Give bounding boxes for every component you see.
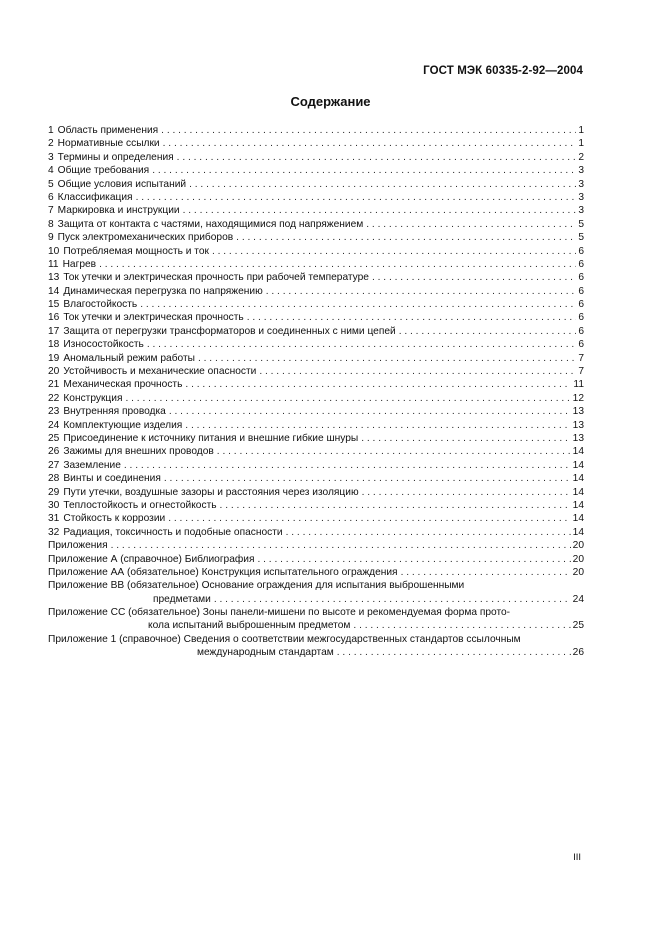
toc-entry-annex-cc[interactable] [48,606,584,619]
toc-entry-text: Радиация, токсичность и подобные опасности [63,526,283,538]
toc-entry[interactable] [48,218,584,231]
toc-leader [111,539,571,552]
toc-leader [125,392,570,405]
toc-entry-number: 24 [48,419,60,431]
toc-entry-page: 26 [572,647,584,659]
toc-leader [152,164,576,177]
toc-entry[interactable] [48,512,584,525]
toc-entry[interactable] [48,124,584,137]
toc-entry-text: Общие условия испытаний [57,178,187,190]
toc-entry-number: 1 [48,125,54,136]
toc-entry-annex-1[interactable] [48,633,584,646]
toc-entry[interactable] [48,365,584,378]
toc-entry-number: 30 [48,499,60,511]
toc-entry[interactable] [48,258,584,271]
toc-leader [217,445,571,458]
toc-leader [168,512,570,525]
toc-leader [177,151,577,164]
toc-entry-text: Маркировка и инструкции [57,205,180,217]
page-number: III [573,852,581,863]
toc-entry-page: 13 [572,419,584,431]
toc-entry-page: 6 [578,245,584,257]
toc-leader [140,298,576,311]
toc-entry-text: Ток утечки и электрическая прочность [63,312,244,324]
toc-leader [220,499,571,512]
toc-leader [266,285,577,298]
toc-entry-text: Нормативные ссылки [57,138,160,150]
toc-entry-page: 7 [578,352,584,364]
toc-entry[interactable] [48,445,584,458]
document-code: ГОСТ МЭК 60335-2-92—2004 [423,65,583,77]
toc-entry[interactable] [48,151,584,164]
toc-leader [337,646,571,659]
toc-entry-number: 27 [48,459,60,471]
toc-leader [257,553,570,566]
toc-entry-text: Конструкция [63,392,123,404]
toc-entry-text: Пуск электромеханических приборов [57,232,234,244]
toc-leader [136,191,577,204]
toc-entry-text: Внутренняя проводка [63,406,166,418]
toc-leader [286,526,571,539]
toc-leader [198,352,576,365]
toc-entry-text: Ток утечки и электрическая прочность при рабочей температуре [63,272,369,284]
toc-entry-annex-aa[interactable] [48,566,584,579]
toc-leader [247,311,577,324]
toc-entry[interactable] [48,486,584,499]
toc-entry-text: Область применения [57,125,159,136]
toc-entry-annex-bb[interactable] [48,579,584,592]
toc-entry-page: 1 [578,125,584,136]
toc-entry-text: Приложение А (справочное) Библиография [48,553,255,565]
toc-leader [362,486,571,499]
toc-entry-number: 10 [48,245,60,257]
toc-entry-page: 11 [573,379,584,391]
toc-leader [399,325,577,338]
toc-entry[interactable] [48,338,584,351]
toc-entry-page: 6 [578,312,584,324]
table-of-contents [48,124,584,660]
toc-entry-text: Приложение 1 (справочное) Сведения о соответствии межгосударственных стандартов ссылочным [48,633,521,645]
toc-entry-page: 6 [578,299,584,311]
toc-entry-number: 13 [48,272,60,284]
toc-entry-number: 23 [48,406,60,418]
toc-entry-text: Потребляемая мощность и ток [63,245,209,257]
toc-leader [353,619,570,632]
toc-entry-text: Защита от перегрузки трансформаторов и соединенных с ними цепей [63,325,396,337]
toc-leader [212,245,576,258]
toc-entry-page: 6 [578,285,584,297]
toc-entry-number: 7 [48,205,54,217]
toc-entry-page: 14 [572,486,584,498]
toc-entry-number: 14 [48,285,60,297]
toc-entry[interactable] [48,472,584,485]
toc-entry-page: 12 [572,392,584,404]
toc-entry-page: 24 [572,593,584,605]
toc-leader [183,204,577,217]
toc-entry-page: 6 [578,272,584,284]
toc-entry-page: 1 [578,138,584,150]
toc-entry-page: 20 [572,540,584,552]
toc-leader [366,218,576,231]
toc-entry-number: 5 [48,178,54,190]
toc-entry-number: 29 [48,486,60,498]
toc-entry-text: Нагрев [62,258,97,270]
toc-leader [124,459,571,472]
toc-entry[interactable] [48,271,584,284]
toc-entry-page: 3 [578,191,584,203]
toc-entry-text: Устойчивость и механические опасности [63,366,257,378]
toc-entry[interactable] [48,245,584,258]
toc-entry-text: кола испытаний выброшенным предметом [148,620,351,632]
toc-entry-page: 13 [572,406,584,418]
toc-entry-number: 21 [48,379,60,391]
toc-entry-page: 14 [572,459,584,471]
toc-entry[interactable] [48,432,584,445]
toc-entry[interactable] [48,419,584,432]
toc-leader [401,566,571,579]
toc-entry-annex-bb-cont[interactable] [48,593,584,606]
toc-leader [185,419,570,432]
toc-entry-text: Теплостойкость и огнестойкость [63,499,217,511]
toc-leader [169,405,571,418]
toc-leader [147,338,577,351]
toc-entry-number: 15 [48,299,60,311]
toc-entry-page: 3 [578,165,584,177]
toc-entry-text: Механическая прочность [63,379,183,391]
toc-entry-page: 20 [572,553,584,565]
toc-entry-text: Приложения [48,540,108,552]
toc-entry-text: Динамическая перегрузка по напряжению [63,285,263,297]
toc-entry-number: 8 [48,218,54,230]
toc-entry-text: Присоединение к источнику питания и внешние гибкие шнуры [63,432,359,444]
toc-entry-text: международным стандартам [197,647,334,659]
toc-entry-text: Аномальный режим работы [63,352,195,364]
toc-entry[interactable] [48,392,584,405]
toc-entry[interactable] [48,285,584,298]
toc-entry[interactable] [48,325,584,338]
toc-entry-text: Приложение ВВ (обязательное) Основание ограждения для испытания выброшенными [48,580,465,592]
toc-entry-page: 20 [572,566,584,578]
toc-leader [163,137,577,150]
toc-entry-page: 6 [578,325,584,337]
toc-entry-text: Заземление [63,459,121,471]
toc-entry-text: Зажимы для внешних проводов [63,446,214,458]
toc-entry[interactable] [48,378,584,391]
toc-entry-number: 22 [48,392,60,404]
toc-entry-text: Пути утечки, воздушные зазоры и расстояния через изоляцию [63,486,359,498]
toc-entry-page: 6 [578,258,584,270]
toc-entry-page: 5 [578,218,584,230]
toc-entry-number: 28 [48,473,60,485]
toc-entry[interactable] [48,311,584,324]
toc-entry-text: Износостойкость [63,339,144,351]
toc-entry-page: 6 [578,339,584,351]
toc-leader [164,472,571,485]
toc-entry-page: 14 [572,473,584,485]
toc-entry-annex-1-cont[interactable] [48,646,584,659]
toc-entry[interactable] [48,499,584,512]
toc-entry[interactable] [48,459,584,472]
toc-entry[interactable] [48,298,584,311]
toc-entry-text: Влагостойкость [63,299,138,311]
toc-entry-number: 11 [48,258,59,270]
toc-entry-page: 14 [572,446,584,458]
toc-entry-text: Термины и определения [57,151,174,163]
toc-title: Содержание [290,94,371,109]
toc-leader [189,178,576,191]
toc-entry-text: Винты и соединения [63,473,161,485]
toc-entry-annex-cc-cont[interactable] [48,619,584,632]
toc-entry-text: Комплектующие изделия [63,419,183,431]
toc-entry-number: 19 [48,352,60,364]
toc-leader [185,378,571,391]
toc-entry[interactable] [48,191,584,204]
toc-entry-page: 14 [572,526,584,538]
toc-entry-number: 16 [48,312,60,324]
toc-entry-page: 5 [578,232,584,244]
toc-entry-page: 2 [578,151,584,163]
toc-entry-number: 2 [48,138,54,150]
toc-entry[interactable] [48,405,584,418]
toc-entry-text: Классификация [57,191,133,203]
toc-entry[interactable] [48,164,584,177]
toc-entry[interactable] [48,352,584,365]
toc-entry-number: 9 [48,232,54,244]
toc-entry-number: 17 [48,325,60,337]
toc-entry-page: 13 [572,432,584,444]
toc-entry-number: 3 [48,151,54,163]
toc-entry-number: 4 [48,165,54,177]
toc-leader [372,271,576,284]
toc-entry-number: 31 [48,513,60,525]
toc-entry-text: Приложение АА (обязательное) Конструкция испытательного ограждения [48,566,398,578]
toc-entry-number: 25 [48,432,60,444]
toc-entry-number: 26 [48,446,60,458]
toc-entry-number: 6 [48,191,54,203]
toc-entry[interactable] [48,526,584,539]
toc-entry-text: Защита от контакта с частями, находящимися под напряжением [57,218,364,230]
toc-entry-page: 3 [578,178,584,190]
toc-entry[interactable] [48,178,584,191]
toc-entry[interactable] [48,137,584,150]
toc-leader [99,258,576,271]
toc-entry-annex-a[interactable] [48,553,584,566]
toc-entry-page: 25 [572,620,584,632]
toc-leader [361,432,570,445]
toc-leader [259,365,576,378]
toc-entry-page: 14 [572,499,584,511]
toc-leader [214,593,571,606]
toc-entry-text: Общие требования [57,165,150,177]
toc-entry-number: 20 [48,366,60,378]
toc-leader [236,231,576,244]
toc-leader [161,124,576,137]
toc-entry[interactable] [48,204,584,217]
toc-entry-appendices[interactable] [48,539,584,552]
toc-entry-number: 18 [48,339,60,351]
toc-entry-page: 3 [578,205,584,217]
toc-entry[interactable] [48,231,584,244]
toc-entry-text: предметами [153,593,211,605]
toc-entry-number: 32 [48,526,60,538]
toc-entry-text: Стойкость к коррозии [63,513,166,525]
toc-entry-text: Приложение СС (обязательное) Зоны панели-мишени по высоте и рекомендуемая форма прото- [48,607,511,619]
toc-entry-page: 14 [572,513,584,525]
toc-entry-page: 7 [578,366,584,378]
